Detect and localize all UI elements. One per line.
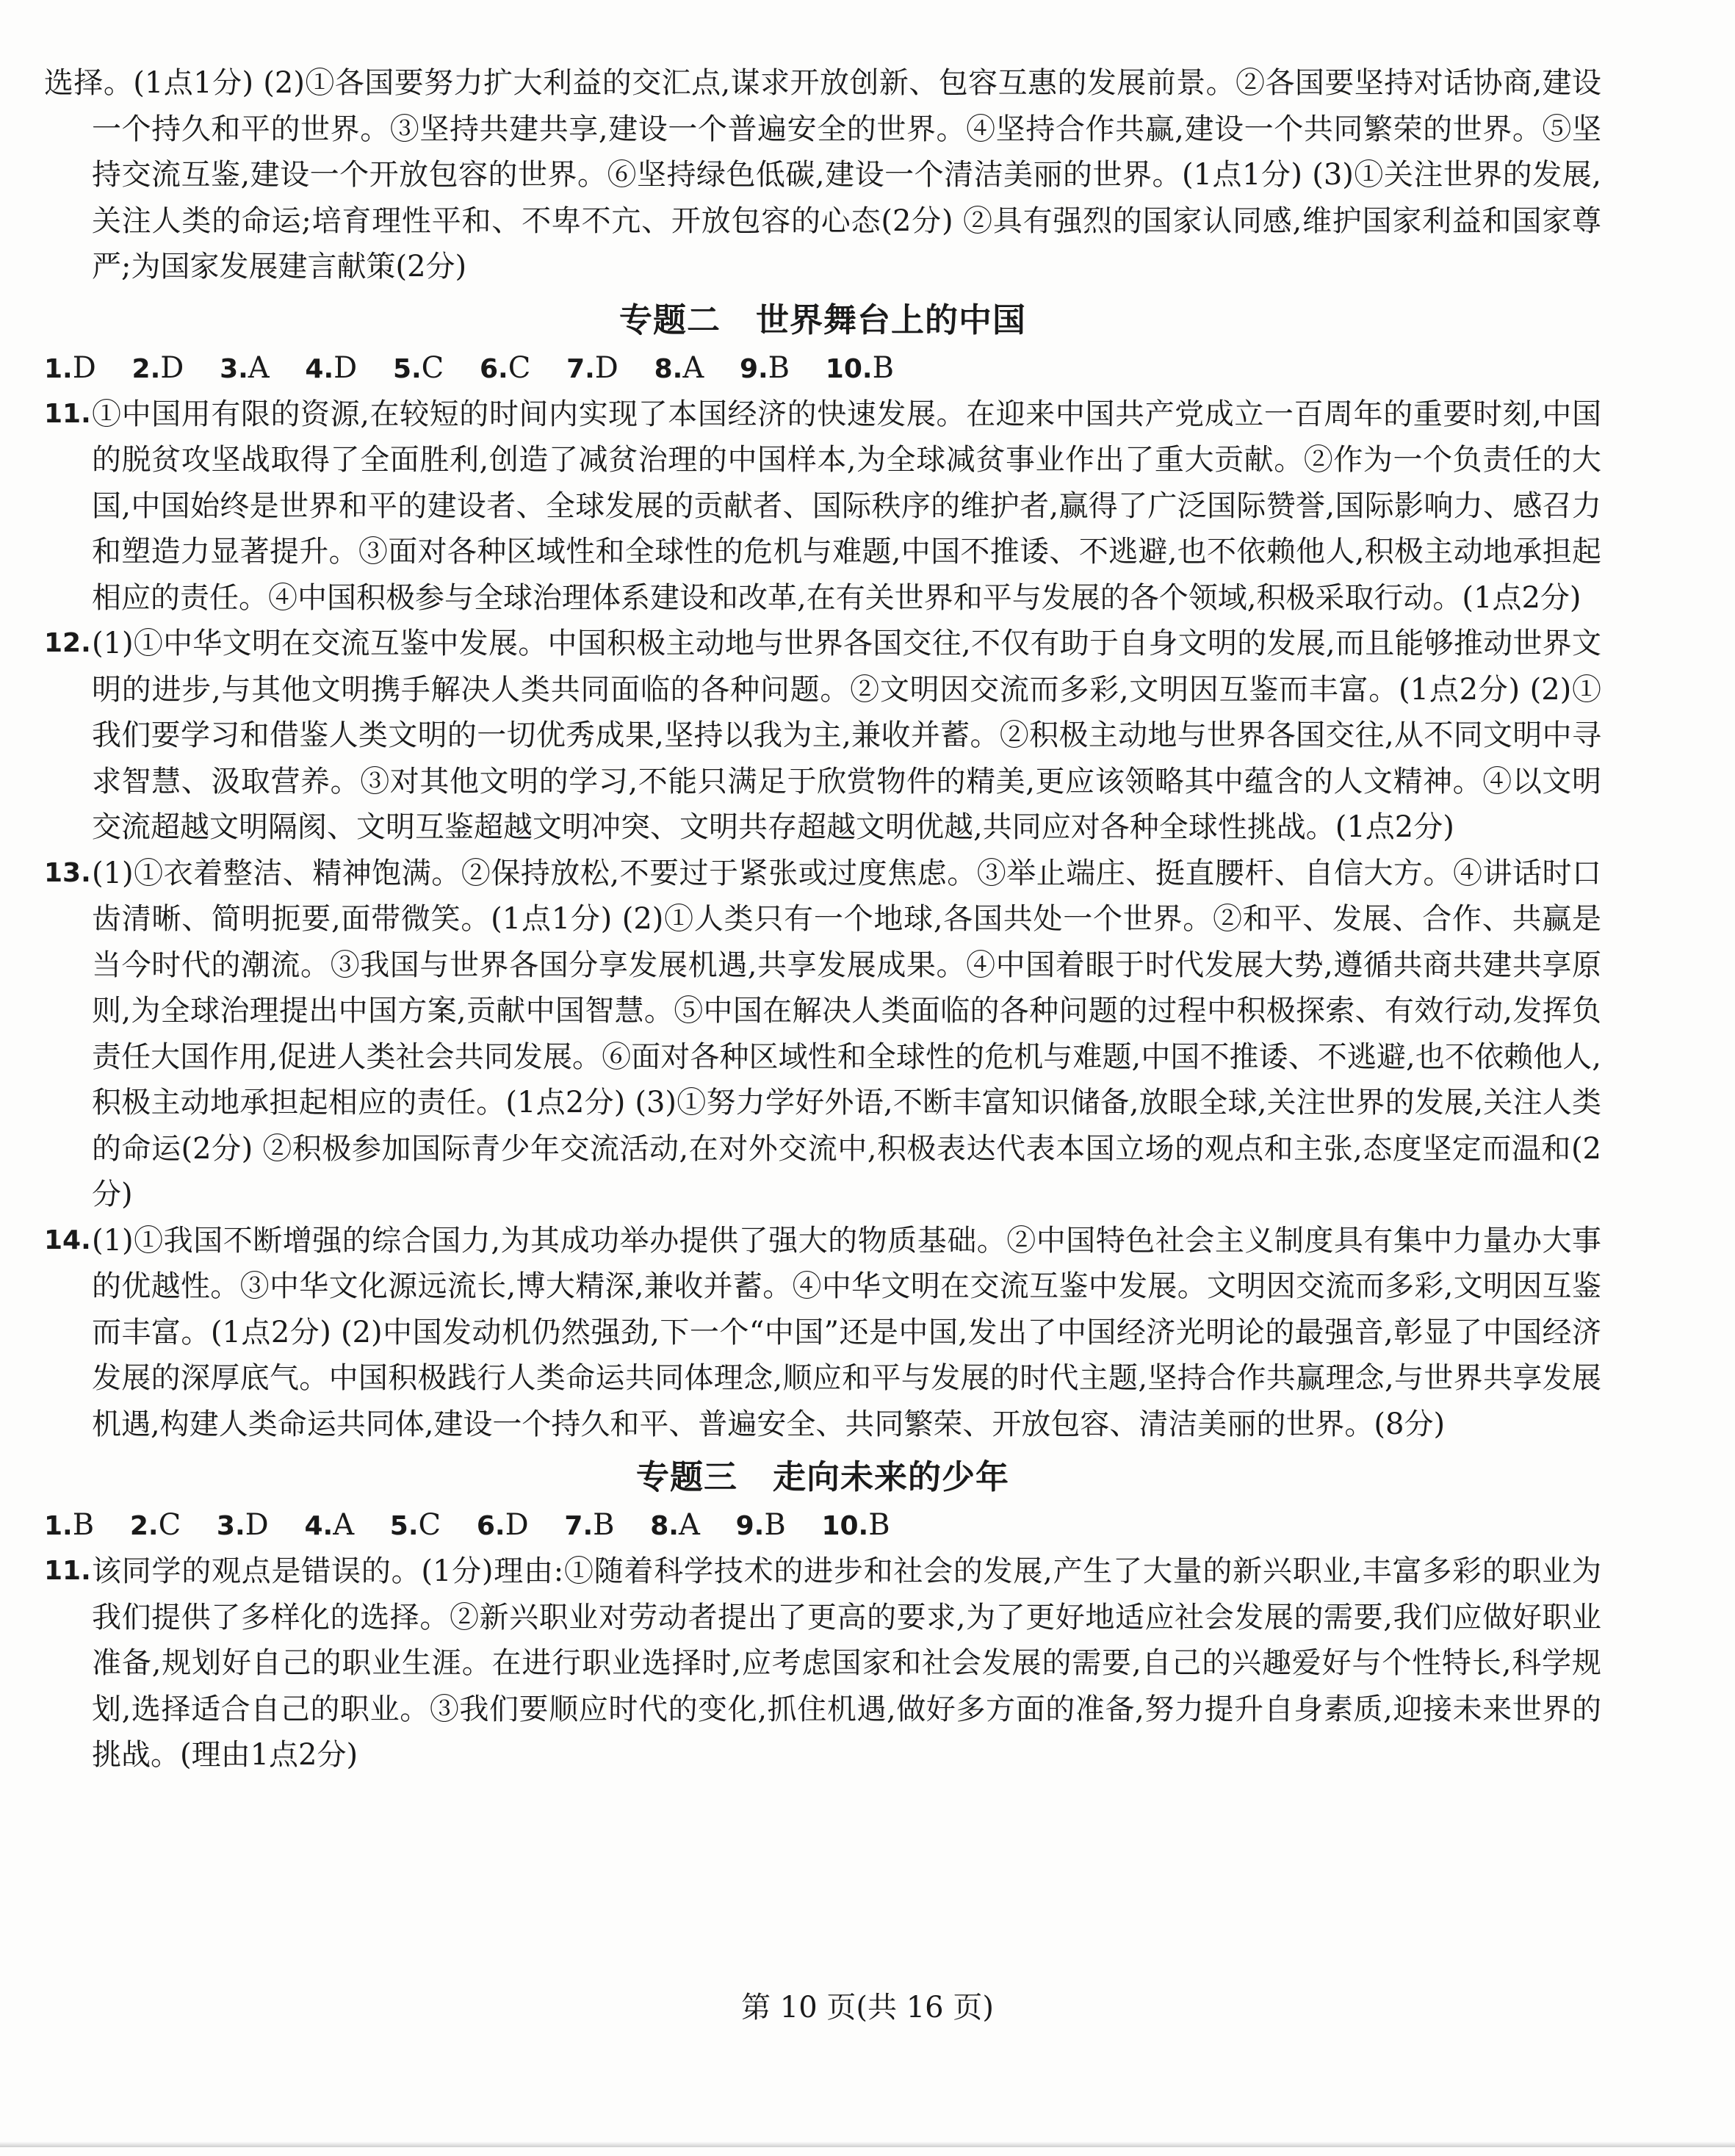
choice-answer: 6.D xyxy=(476,1508,529,1542)
section-3-title-number: 专题三 xyxy=(635,1457,737,1496)
question-answer-text: (1)①衣着整洁、精神饱满。②保持放松,不要过于紧张或过度焦虑。③举止端庄、挺直腰杆、自信大方。④讲话时口齿清晰、简明扼要,面带微笑。(1点1分) (2)①人类只有一个地球,各国共处一个世界。②和平、发展、合作、共赢是当今时代的潮流。③我国与世界各国分享发展机遇,共享发展成果。④中国着眼于时代发展大势,遵循共商共建共享原则,为全球治理提出中国方案,贡献中国智慧。⑤中国在解决人类面临的各种问题的过程中积极探索、有效行动,发挥负责任大国作用,促进人类社会共同发展。⑥面对各种区域性和全球性的危机与难题,中国不推诿、不逃避,也不依赖他人,积极主动地承担起相应的责任。(1点2分) (3)①努力学好外语,不断丰富知识储备,放眼全球,关注世界的发展,关注人类的命运(2分) ②积极参加国际青少年交流活动,在对外交流中,积极表达代表本国立场的观点和主张,态度坚定而温和(2分) xyxy=(92,856,1601,1211)
question-answer-text: (1)①中华文明在交流互鉴中发展。中国积极主动地与世界各国交往,不仅有助于自身文明的发展,而且能够推动世界文明的进步,与其他文明携手解决人类共同面临的各种问题。②文明因交流而多彩,文明因互鉴而丰富。(1点2分) (2)①我们要学习和借鉴人类文明的一切优秀成果,坚持以我为主,兼收并蓄。②积极主动地与世界各国交往,从不同文明中寻求智慧、汲取营养。③对其他文明的学习,不能只满足于欣赏物件的精美,更应该领略其中蕴含的人文精神。④以文明交流超越文明隔阂、文明互鉴超越文明冲突、文明共存超越文明优越,共同应对各种全球性挑战。(1点2分) xyxy=(92,627,1601,844)
choice-answer: 1.D xyxy=(44,350,96,385)
answer-content xyxy=(44,60,1601,1778)
page-number-footer: 第 10 页(共 16 页) xyxy=(741,1991,994,2025)
choice-answer: 2.C xyxy=(129,1508,181,1542)
section-2-title xyxy=(44,295,1601,346)
question-number: 11. xyxy=(44,398,91,429)
section-2-choice-answers xyxy=(44,346,1601,392)
choice-answer: 1.B xyxy=(44,1508,95,1542)
intro-continuation: 选择。(1点1分) (2)①各国要努力扩大利益的交汇点,谋求开放创新、包容互惠的发展前景。②各国要坚持对话协商,建设一个持久和平的世界。③坚持共建共享,建设一个普遍安全的世界。④坚持合作共赢,建设一个共同繁荣的世界。⑤坚持交流互鉴,建设一个开放包容的世界。⑥坚持绿色低碳,建设一个清洁美丽的世界。(1点1分) (3)①关注世界的发展,关注人类的命运;培育理性平和、不卑不亢、开放包容的心态(2分) ②具有强烈的国家认同感,维护国家利益和国家尊严;为国家发展建言献策(2分) xyxy=(44,66,1601,284)
question-answer-text: ①中国用有限的资源,在较短的时间内实现了本国经济的快速发展。在迎来中国共产党成立一百周年的重要时刻,中国的脱贫攻坚战取得了全面胜利,创造了减贫治理的中国样本,为全球减贫事业作出了重大贡献。②作为一个负责任的大国,中国始终是世界和平的建设者、全球发展的贡献者、国际秩序的维护者,赢得了广泛国际赞誉,国际影响力、感召力和塑造力显著提升。③面对各种区域性和全球性的危机与难题,中国不推诿、不逃避,也不依赖他人,积极主动地承担起相应的责任。④中国积极参与全球治理体系建设和改革,在有关世界和平与发展的各个领域,积极采取行动。(1点2分) xyxy=(92,397,1601,615)
choice-answer: 7.B xyxy=(564,1508,615,1542)
choice-answer: 6.C xyxy=(480,350,531,385)
choice-answer: 7.D xyxy=(566,350,618,385)
scan-bottom-edge xyxy=(0,2141,1735,2147)
question-number: 14. xyxy=(44,1225,91,1255)
question-number: 12. xyxy=(44,628,91,658)
choice-answer: 8.A xyxy=(654,350,704,385)
question-number: 13. xyxy=(44,857,91,888)
section-2-title-number: 专题二 xyxy=(618,300,721,339)
choice-answer: 5.C xyxy=(389,1508,441,1542)
section-3-title-text: 走向未来的少年 xyxy=(773,1457,1010,1496)
choice-answer: 4.A xyxy=(304,1508,355,1542)
question-answer-text: 该同学的观点是错误的。(1分)理由:①随着科学技术的进步和社会的发展,产生了大量的新兴职业,丰富多彩的职业为我们提供了多样化的选择。②新兴职业对劳动者提出了更高的要求,为了更好地适应社会发展的需要,我们应做好职业准备,规划好自己的职业生涯。在进行职业选择时,应考虑国家和社会发展的需要,自己的兴趣爱好与个性特长,科学规划,选择适合自己的职业。③我们要顺应时代的变化,抓住机遇,做好多方面的准备,努力提升自身素质,迎接未来世界的挑战。(理由1点2分) xyxy=(92,1554,1601,1772)
section-3-title xyxy=(44,1452,1601,1503)
question-number: 11. xyxy=(44,1556,91,1586)
section-2-title-text: 世界舞台上的中国 xyxy=(756,300,1027,339)
section-2-question-13 xyxy=(44,851,1601,1218)
choice-answer: 8.A xyxy=(650,1508,700,1542)
choice-answer: 10.B xyxy=(821,1508,890,1542)
section-3-choice-answers xyxy=(44,1503,1601,1549)
section-2-question-14 xyxy=(44,1218,1601,1448)
choice-answer: 3.D xyxy=(216,1508,269,1542)
section-2-question-12 xyxy=(44,621,1601,851)
choice-answer: 9.B xyxy=(735,1508,786,1542)
choice-answer: 2.D xyxy=(131,350,184,385)
choice-answer: 9.B xyxy=(739,350,790,385)
section-2-question-11 xyxy=(44,392,1601,621)
section-3-question-11 xyxy=(44,1549,1601,1778)
choice-answer: 4.D xyxy=(305,350,358,385)
choice-answer: 3.A xyxy=(220,350,270,385)
choice-answer: 10.B xyxy=(825,350,894,385)
choice-answer: 5.C xyxy=(392,350,444,385)
question-answer-text: (1)①我国不断增强的综合国力,为其成功举办提供了强大的物质基础。②中国特色社会主义制度具有集中力量办大事的优越性。③中华文化源远流长,博大精深,兼收并蓄。④中华文明在交流互鉴中发展。文明因交流而多彩,文明因互鉴而丰富。(1点2分) (2)中国发动机仍然强劲,下一个“中国”还是中国,发出了中国经济光明论的最强音,彰显了中国经济发展的深厚底气。中国积极践行人类命运共同体理念,顺应和平与发展的时代主题,坚持合作共赢理念,与世界共享发展机遇,构建人类命运共同体,建设一个持久和平、普遍安全、共同繁荣、开放包容、清洁美丽的世界。(8分) xyxy=(92,1223,1601,1441)
